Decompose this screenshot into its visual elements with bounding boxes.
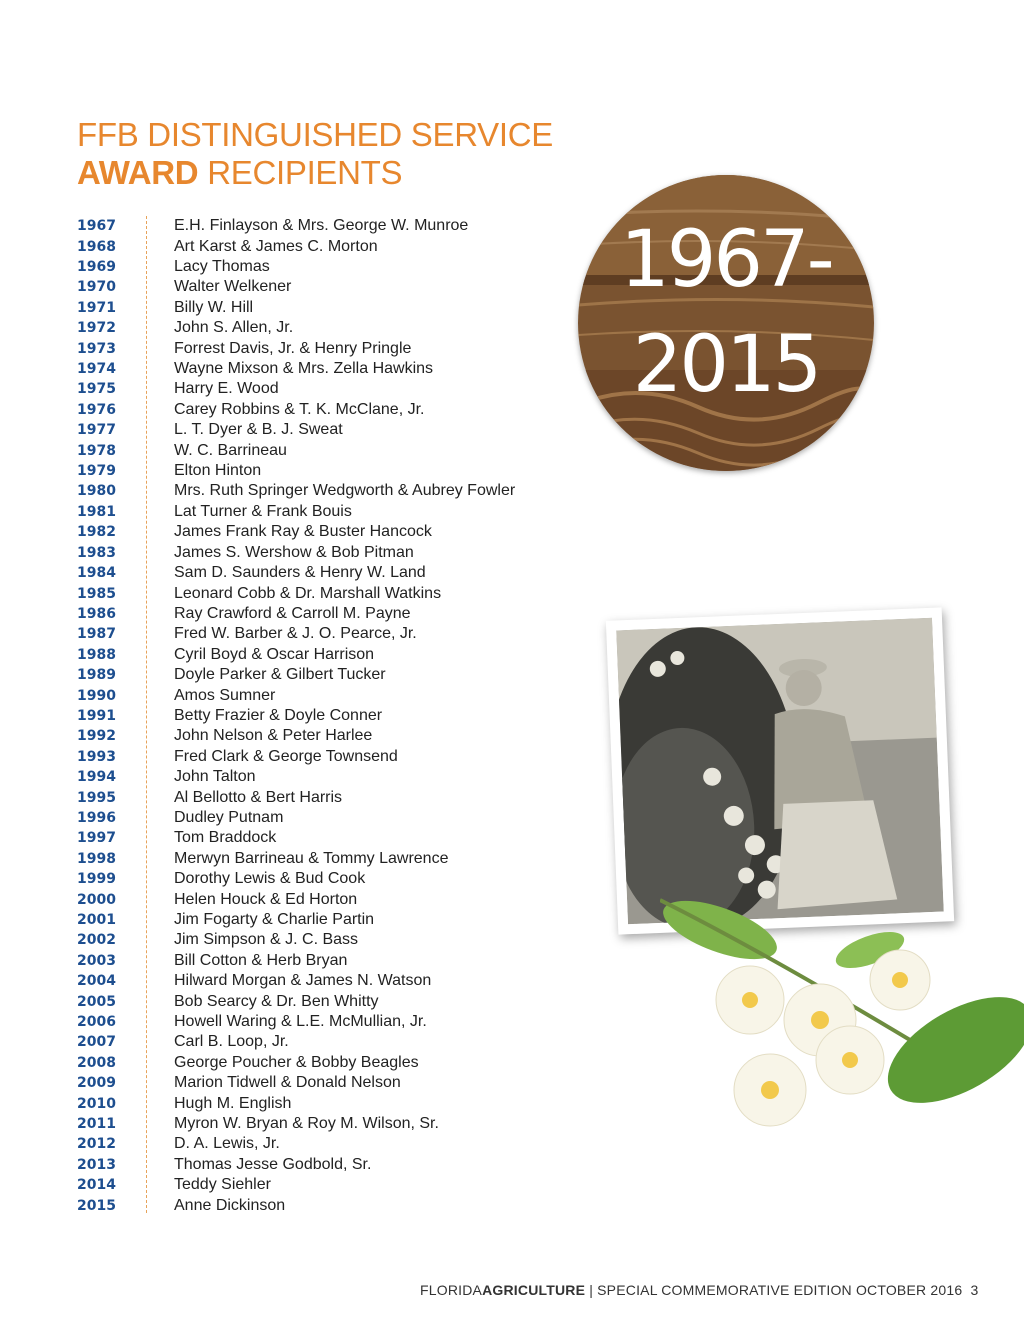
recipient-row <box>77 685 276 705</box>
recipient-row <box>77 1134 280 1154</box>
award-year: 1997 <box>77 830 116 847</box>
recipient-row <box>77 930 359 950</box>
recipient-row <box>77 216 469 236</box>
award-year: 1985 <box>77 585 116 602</box>
publication-name-bold: AGRICULTURE <box>482 1282 586 1298</box>
recipient-row <box>77 869 366 889</box>
recipient-names: Merwyn Barrineau & Tommy Lawrence <box>174 849 449 867</box>
recipient-row <box>77 787 343 807</box>
award-year: 1992 <box>77 728 116 745</box>
recipient-names: Al Bellotto & Bert Harris <box>174 788 343 806</box>
recipient-row <box>77 563 426 583</box>
recipient-row <box>77 665 386 685</box>
recipient-row <box>77 1073 401 1093</box>
recipient-row <box>77 318 294 338</box>
recipient-names: Ray Crawford & Carroll M. Payne <box>174 604 411 622</box>
award-year: 1979 <box>77 463 116 480</box>
award-year: 1990 <box>77 687 116 704</box>
recipient-names: Anne Dickinson <box>174 1196 286 1214</box>
title-line-1: FFB DISTINGUISHED SERVICE <box>77 116 553 153</box>
recipient-names: James S. Wershow & Bob Pitman <box>174 543 414 561</box>
recipient-row <box>77 645 375 665</box>
recipient-names: John S. Allen, Jr. <box>174 319 294 337</box>
recipient-names: Leonard Cobb & Dr. Marshall Watkins <box>174 584 442 602</box>
recipient-names: Amos Sumner <box>174 686 276 704</box>
recipient-names: Hugh M. English <box>174 1094 292 1112</box>
recipient-row <box>77 236 378 256</box>
recipient-row <box>77 583 442 603</box>
award-year: 2011 <box>77 1116 116 1133</box>
recipient-names: L. T. Dyer & B. J. Sweat <box>174 421 343 439</box>
recipient-row <box>77 481 516 501</box>
recipient-row <box>77 1053 419 1073</box>
recipient-list <box>77 216 516 1216</box>
recipient-row <box>77 420 343 440</box>
award-year: 1967 <box>77 218 116 235</box>
recipient-names: Hilward Morgan & James N. Watson <box>174 972 432 990</box>
recipient-row <box>77 991 379 1011</box>
recipient-names: Howell Waring & L.E. McMullian, Jr. <box>174 1013 427 1031</box>
vintage-photo <box>606 607 954 934</box>
award-year: 1973 <box>77 340 116 357</box>
award-year: 1983 <box>77 544 116 561</box>
recipient-names: Lacy Thomas <box>174 258 270 276</box>
recipient-names: James Frank Ray & Buster Hancock <box>174 523 432 541</box>
recipient-row <box>77 604 411 624</box>
recipient-names: Fred Clark & George Townsend <box>174 747 398 765</box>
recipient-names: Carl B. Loop, Jr. <box>174 1033 289 1051</box>
award-year: 1988 <box>77 646 116 663</box>
award-year: 1968 <box>77 238 116 255</box>
award-year: 1993 <box>77 748 116 765</box>
recipient-row <box>77 971 432 991</box>
recipient-row <box>77 1114 439 1134</box>
page-number: 3 <box>970 1282 979 1298</box>
publication-name-prefix: FLORIDA <box>420 1282 483 1298</box>
recipient-row <box>77 502 352 522</box>
recipient-row <box>77 522 432 542</box>
recipient-names: Sam D. Saunders & Henry W. Land <box>174 564 426 582</box>
page-footer <box>420 1282 979 1298</box>
recipient-names: John Talton <box>174 768 256 786</box>
recipient-names: John Nelson & Peter Harlee <box>174 727 373 745</box>
recipient-names: Lat Turner & Frank Bouis <box>174 502 352 520</box>
award-year: 1996 <box>77 809 116 826</box>
award-year: 1982 <box>77 524 116 541</box>
recipient-names: Cyril Boyd & Oscar Harrison <box>174 645 375 663</box>
award-year: 1984 <box>77 565 116 582</box>
recipient-row <box>77 1175 271 1195</box>
award-year: 1969 <box>77 259 116 276</box>
recipient-row <box>77 910 375 930</box>
recipient-row <box>77 1093 292 1113</box>
recipient-names: Harry E. Wood <box>174 380 279 398</box>
recipient-names: Fred W. Barber & J. O. Pearce, Jr. <box>174 625 417 643</box>
recipient-names: Teddy Siehler <box>174 1176 271 1194</box>
award-year: 2000 <box>77 891 116 908</box>
recipient-row <box>77 379 279 399</box>
award-year: 1971 <box>77 299 116 316</box>
recipient-names: Dudley Putnam <box>174 808 284 826</box>
recipient-names: Wayne Mixson & Mrs. Zella Hawkins <box>174 360 434 378</box>
award-year: 1994 <box>77 769 116 786</box>
award-year: 2006 <box>77 1014 116 1031</box>
jasmine-flower-illustration <box>660 890 1024 1220</box>
title-award-word: AWARD <box>77 154 199 191</box>
recipient-row <box>77 359 434 379</box>
recipient-names: Jim Fogarty & Charlie Partin <box>174 911 375 929</box>
recipient-row <box>77 461 262 481</box>
recipient-names: E.H. Finlayson & Mrs. George W. Munroe <box>174 217 469 235</box>
recipient-names: Elton Hinton <box>174 462 262 480</box>
award-year: 2001 <box>77 912 116 929</box>
award-year: 1974 <box>77 361 116 378</box>
award-year: 1981 <box>77 503 116 520</box>
recipient-names: George Poucher & Bobby Beagles <box>174 1053 419 1071</box>
recipient-row <box>77 277 292 297</box>
recipient-names: Jim Simpson & J. C. Bass <box>174 931 359 949</box>
recipient-row <box>77 1012 427 1032</box>
award-year: 2012 <box>77 1136 116 1153</box>
recipient-names: Betty Frazier & Doyle Conner <box>174 706 383 724</box>
edition-label: | SPECIAL COMMEMORATIVE EDITION OCTOBER 2016 <box>585 1282 963 1298</box>
recipient-row <box>77 808 284 828</box>
award-year: 2008 <box>77 1054 116 1071</box>
award-year: 2007 <box>77 1034 116 1051</box>
award-year: 2004 <box>77 973 116 990</box>
badge-end-year: 2015 <box>632 320 820 410</box>
year-range-badge <box>578 175 874 471</box>
recipient-names: Walter Welkener <box>174 278 292 296</box>
recipient-names: Bob Searcy & Dr. Ben Whitty <box>174 992 379 1010</box>
award-year: 2009 <box>77 1075 116 1092</box>
recipient-row <box>77 1155 372 1175</box>
award-year: 1995 <box>77 789 116 806</box>
recipient-names: Thomas Jesse Godbold, Sr. <box>174 1155 372 1173</box>
recipient-row <box>77 889 358 909</box>
recipient-names: Marion Tidwell & Donald Nelson <box>174 1074 401 1092</box>
award-year: 2003 <box>77 952 116 969</box>
award-year: 1986 <box>77 605 116 622</box>
award-year: 1972 <box>77 320 116 337</box>
recipient-names: Doyle Parker & Gilbert Tucker <box>174 666 386 684</box>
award-year: 2002 <box>77 932 116 949</box>
award-year: 1998 <box>77 850 116 867</box>
recipient-names: Art Karst & James C. Morton <box>174 237 378 255</box>
recipient-row <box>77 400 425 420</box>
recipient-row <box>77 624 417 644</box>
recipient-names: Forrest Davis, Jr. & Henry Pringle <box>174 339 412 357</box>
award-year: 1989 <box>77 667 116 684</box>
recipient-names: Carey Robbins & T. K. McClane, Jr. <box>174 400 425 418</box>
citrus-picker-photo <box>616 618 944 924</box>
award-year: 2010 <box>77 1095 116 1112</box>
recipient-row <box>77 338 412 358</box>
recipient-row <box>77 849 449 869</box>
award-year: 1975 <box>77 381 116 398</box>
recipient-names: Billy W. Hill <box>174 298 254 316</box>
recipient-row <box>77 257 270 277</box>
award-year: 2013 <box>77 1156 116 1173</box>
recipient-row <box>77 706 383 726</box>
recipient-row <box>77 767 256 787</box>
award-year: 1991 <box>77 707 116 724</box>
title-line-2: RECIPIENTS <box>198 154 403 191</box>
recipient-names: Myron W. Bryan & Roy M. Wilson, Sr. <box>174 1115 439 1133</box>
recipient-row <box>77 440 287 460</box>
recipient-row <box>77 1032 289 1052</box>
page-title <box>77 116 553 192</box>
recipient-names: Tom Braddock <box>174 829 277 847</box>
award-year: 1970 <box>77 279 116 296</box>
award-year: 2015 <box>77 1197 116 1214</box>
award-year: 1976 <box>77 401 116 418</box>
recipient-names: Mrs. Ruth Springer Wedgworth & Aubrey Fowler <box>174 482 516 500</box>
recipient-names: W. C. Barrineau <box>174 441 287 459</box>
award-year: 2014 <box>77 1177 116 1194</box>
award-year: 1999 <box>77 871 116 888</box>
recipient-row <box>77 747 398 767</box>
recipient-row <box>77 1196 286 1216</box>
badge-start-year: 1967- <box>620 215 832 305</box>
recipient-row <box>77 951 348 971</box>
award-year: 1987 <box>77 626 116 643</box>
recipient-row <box>77 828 277 848</box>
recipient-names: Dorothy Lewis & Bud Cook <box>174 870 366 888</box>
recipient-row <box>77 298 254 318</box>
recipient-names: Helen Houck & Ed Horton <box>174 890 358 908</box>
recipient-row <box>77 543 414 563</box>
award-year: 1977 <box>77 422 116 439</box>
award-year: 1980 <box>77 483 116 500</box>
recipient-row <box>77 726 373 746</box>
award-year: 1978 <box>77 442 116 459</box>
recipient-names: D. A. Lewis, Jr. <box>174 1135 280 1153</box>
award-year: 2005 <box>77 993 116 1010</box>
recipient-names: Bill Cotton & Herb Bryan <box>174 951 348 969</box>
